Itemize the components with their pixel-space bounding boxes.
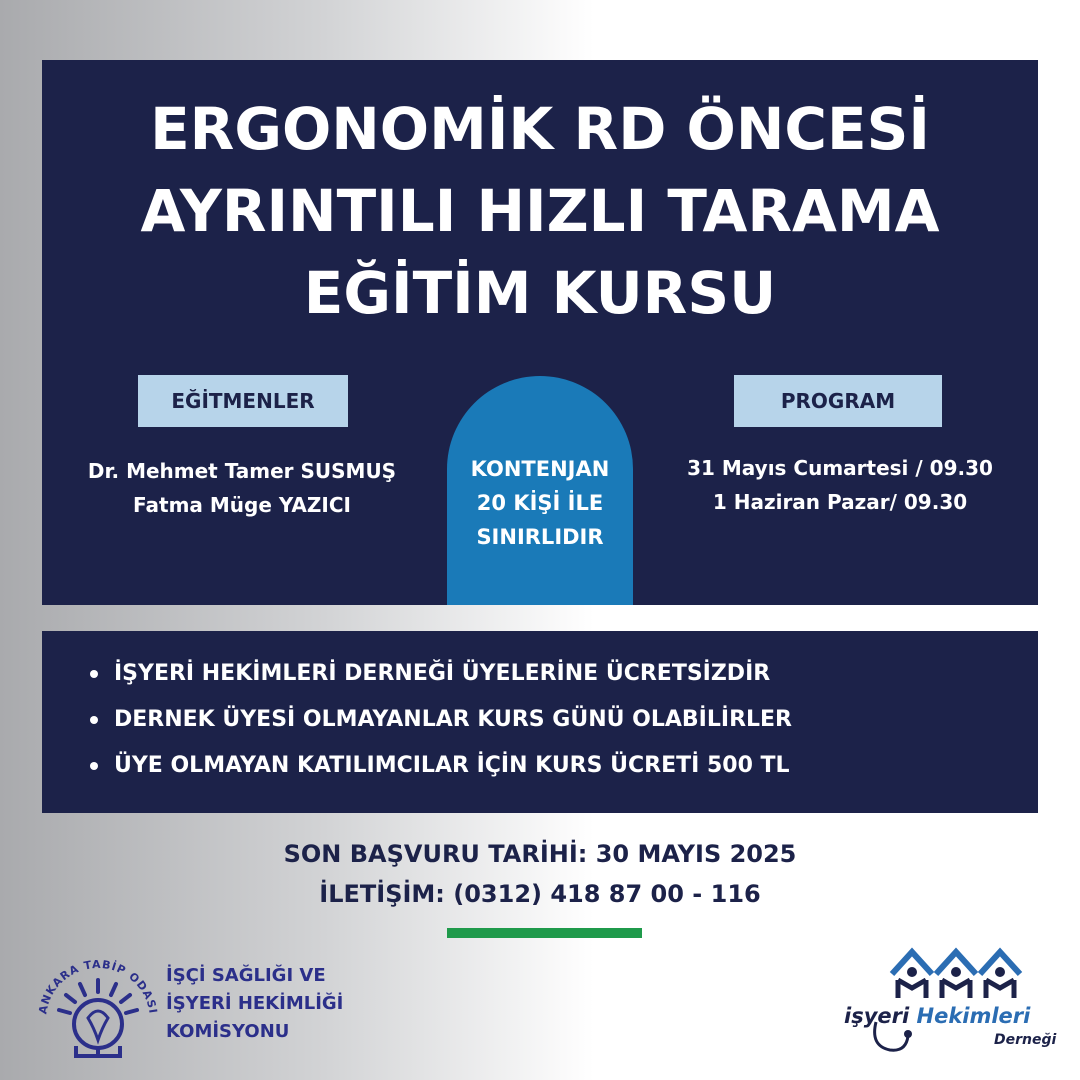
logo-arc-text: ANKARA TABİP ODASI xyxy=(36,957,160,1016)
org-name-part-1: işyeri xyxy=(844,1004,910,1028)
deadline-block xyxy=(0,834,1080,914)
title-line-2: AYRINTILI HIZLI TARAMA xyxy=(140,177,940,245)
info-item-text: İŞYERİ HEKİMLERİ DERNEĞİ ÜYELERİNE ÜCRETSİZDİR xyxy=(114,661,771,686)
bullet-icon xyxy=(90,670,98,678)
trainer-name-1: Dr. Mehmet Tamer SUSMUŞ xyxy=(87,459,397,483)
info-item-text: DERNEK ÜYESİ OLMAYANLAR KURS GÜNÜ OLABİLİRLER xyxy=(114,707,792,732)
info-list xyxy=(84,651,792,789)
org-name xyxy=(844,1004,1030,1028)
deadline-date: SON BAŞVURU TARİHİ: 30 MAYIS 2025 xyxy=(283,840,797,868)
program-date-2: 1 Haziran Pazar/ 09.30 xyxy=(712,490,968,514)
header-panel xyxy=(42,60,1038,605)
info-item-text: ÜYE OLMAYAN KATILIMCILAR İÇİN KURS ÜCRETİ 500 TL xyxy=(114,753,790,778)
program-label: PROGRAM xyxy=(734,375,942,427)
info-item xyxy=(84,651,792,697)
quota-line-2: 20 KİŞİ İLE xyxy=(476,491,604,515)
info-item xyxy=(84,743,792,789)
title-line-3: EĞİTİM KURSU xyxy=(303,259,777,327)
course-title xyxy=(42,88,1038,334)
accent-divider xyxy=(447,928,642,938)
trainer-name-2: Fatma Müge YAZICI xyxy=(133,493,351,517)
commission-name xyxy=(166,962,343,1046)
trainers-label: EĞİTMENLER xyxy=(138,375,348,427)
contact-phone: İLETİŞİM: (0312) 418 87 00 - 116 xyxy=(319,880,761,908)
trainer-names xyxy=(42,454,442,522)
program-date-1: 31 Mayıs Cumartesi / 09.30 xyxy=(687,456,993,480)
quota-line-3: SINIRLIDIR xyxy=(476,525,604,549)
commission-line-1: İŞÇİ SAĞLIĞI VE xyxy=(166,965,326,986)
quota-text xyxy=(447,452,633,554)
bullet-icon xyxy=(90,762,98,770)
org-sub: Derneği xyxy=(994,1032,1057,1048)
commission-line-3: KOMİSYONU xyxy=(166,1021,290,1042)
info-panel xyxy=(42,631,1038,813)
program-dates xyxy=(642,451,1038,519)
title-line-1: ERGONOMİK RD ÖNCESİ xyxy=(150,95,930,163)
quota-line-1: KONTENJAN xyxy=(470,457,610,481)
quota-arch xyxy=(447,376,633,605)
bullet-icon xyxy=(90,716,98,724)
org-name-part-2: Hekimleri xyxy=(909,1004,1031,1028)
ankara-tabip-odasi-logo-icon xyxy=(32,950,162,1062)
info-item xyxy=(84,697,792,743)
commission-line-2: İŞYERİ HEKİMLİĞİ xyxy=(166,993,344,1014)
